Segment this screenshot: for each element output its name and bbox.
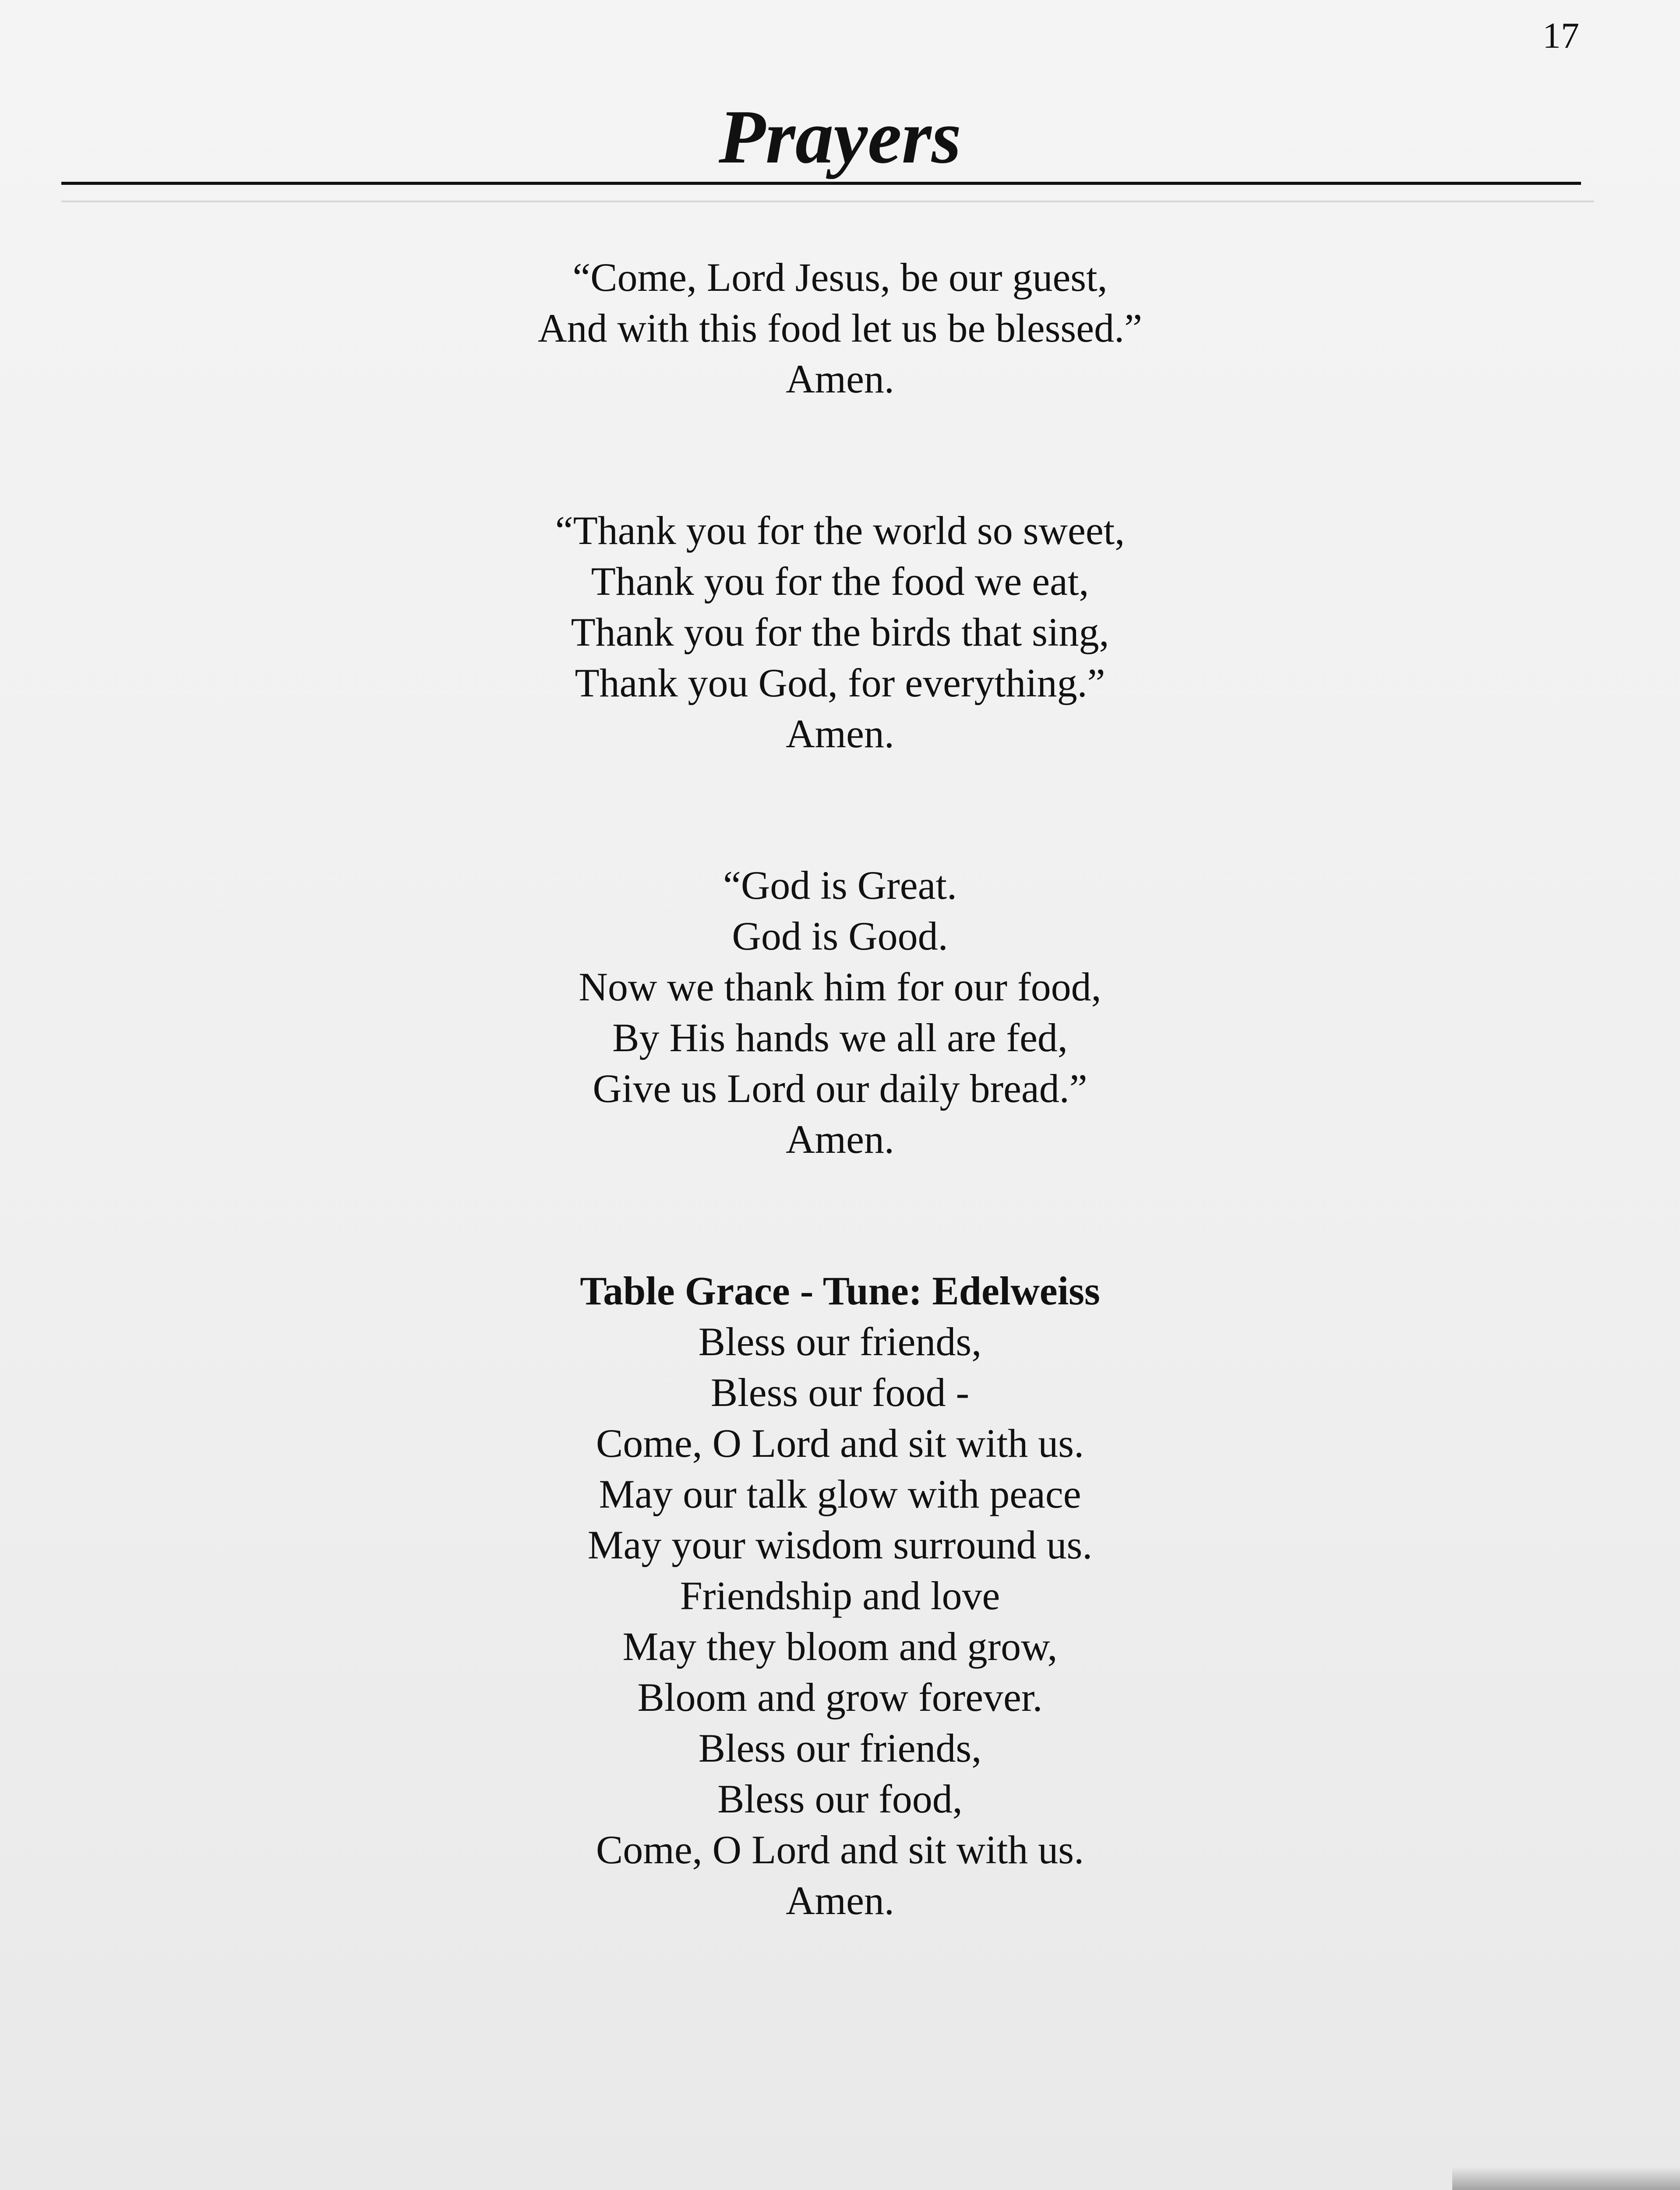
prayer-line: “God is Great. bbox=[723, 863, 957, 908]
prayer-line: Thank you God, for everything.” bbox=[575, 661, 1105, 705]
prayer-line: Come, O Lord and sit with us. bbox=[596, 1421, 1084, 1466]
prayer-line: Come, O Lord and sit with us. bbox=[596, 1827, 1084, 1872]
bleed-through-rule bbox=[61, 201, 1594, 202]
prayer-amen: Amen. bbox=[786, 1878, 894, 1923]
prayer-line: May they bloom and grow, bbox=[622, 1624, 1058, 1669]
prayer-come-lord-jesus bbox=[0, 252, 1680, 404]
prayer-amen: Amen. bbox=[786, 711, 894, 756]
prayer-amen: Amen. bbox=[786, 357, 894, 401]
prayer-line: Thank you for the food we eat, bbox=[591, 559, 1089, 604]
prayer-line: Bloom and grow forever. bbox=[637, 1675, 1043, 1720]
prayer-line: Thank you for the birds that sing, bbox=[571, 610, 1109, 654]
prayer-line: Bless our friends, bbox=[698, 1319, 982, 1364]
prayer-line: Friendship and love bbox=[680, 1573, 1000, 1618]
prayer-line: Give us Lord our daily bread.” bbox=[593, 1066, 1087, 1111]
prayer-line: And with this food let us be blessed.” bbox=[538, 306, 1142, 350]
prayer-line: “Thank you for the world so sweet, bbox=[555, 508, 1125, 553]
prayers-content bbox=[0, 252, 1680, 2027]
prayer-line: Bless our friends, bbox=[698, 1726, 982, 1770]
prayer-line: May our talk glow with peace bbox=[599, 1472, 1081, 1516]
prayer-line: God is Good. bbox=[732, 914, 948, 958]
scan-edge-shadow bbox=[1452, 2167, 1680, 2190]
prayer-line: Bless our food - bbox=[710, 1370, 970, 1415]
prayer-amen: Amen. bbox=[786, 1117, 894, 1162]
prayer-line: “Come, Lord Jesus, be our guest, bbox=[572, 255, 1108, 300]
prayer-line: Now we thank him for our food, bbox=[579, 964, 1101, 1009]
prayer-heading: Table Grace - Tune: Edelweiss bbox=[580, 1268, 1100, 1313]
prayer-table-grace bbox=[0, 1265, 1680, 1926]
title-underline bbox=[61, 182, 1581, 185]
prayer-line: By His hands we all are fed, bbox=[612, 1015, 1068, 1060]
prayer-thank-you bbox=[0, 505, 1680, 759]
page-title: Prayers bbox=[718, 94, 962, 179]
prayer-god-is-great bbox=[0, 860, 1680, 1165]
page-number: 17 bbox=[1542, 15, 1579, 56]
prayer-line: Bless our food, bbox=[717, 1777, 963, 1821]
prayer-line: May your wisdom surround us. bbox=[587, 1522, 1093, 1567]
